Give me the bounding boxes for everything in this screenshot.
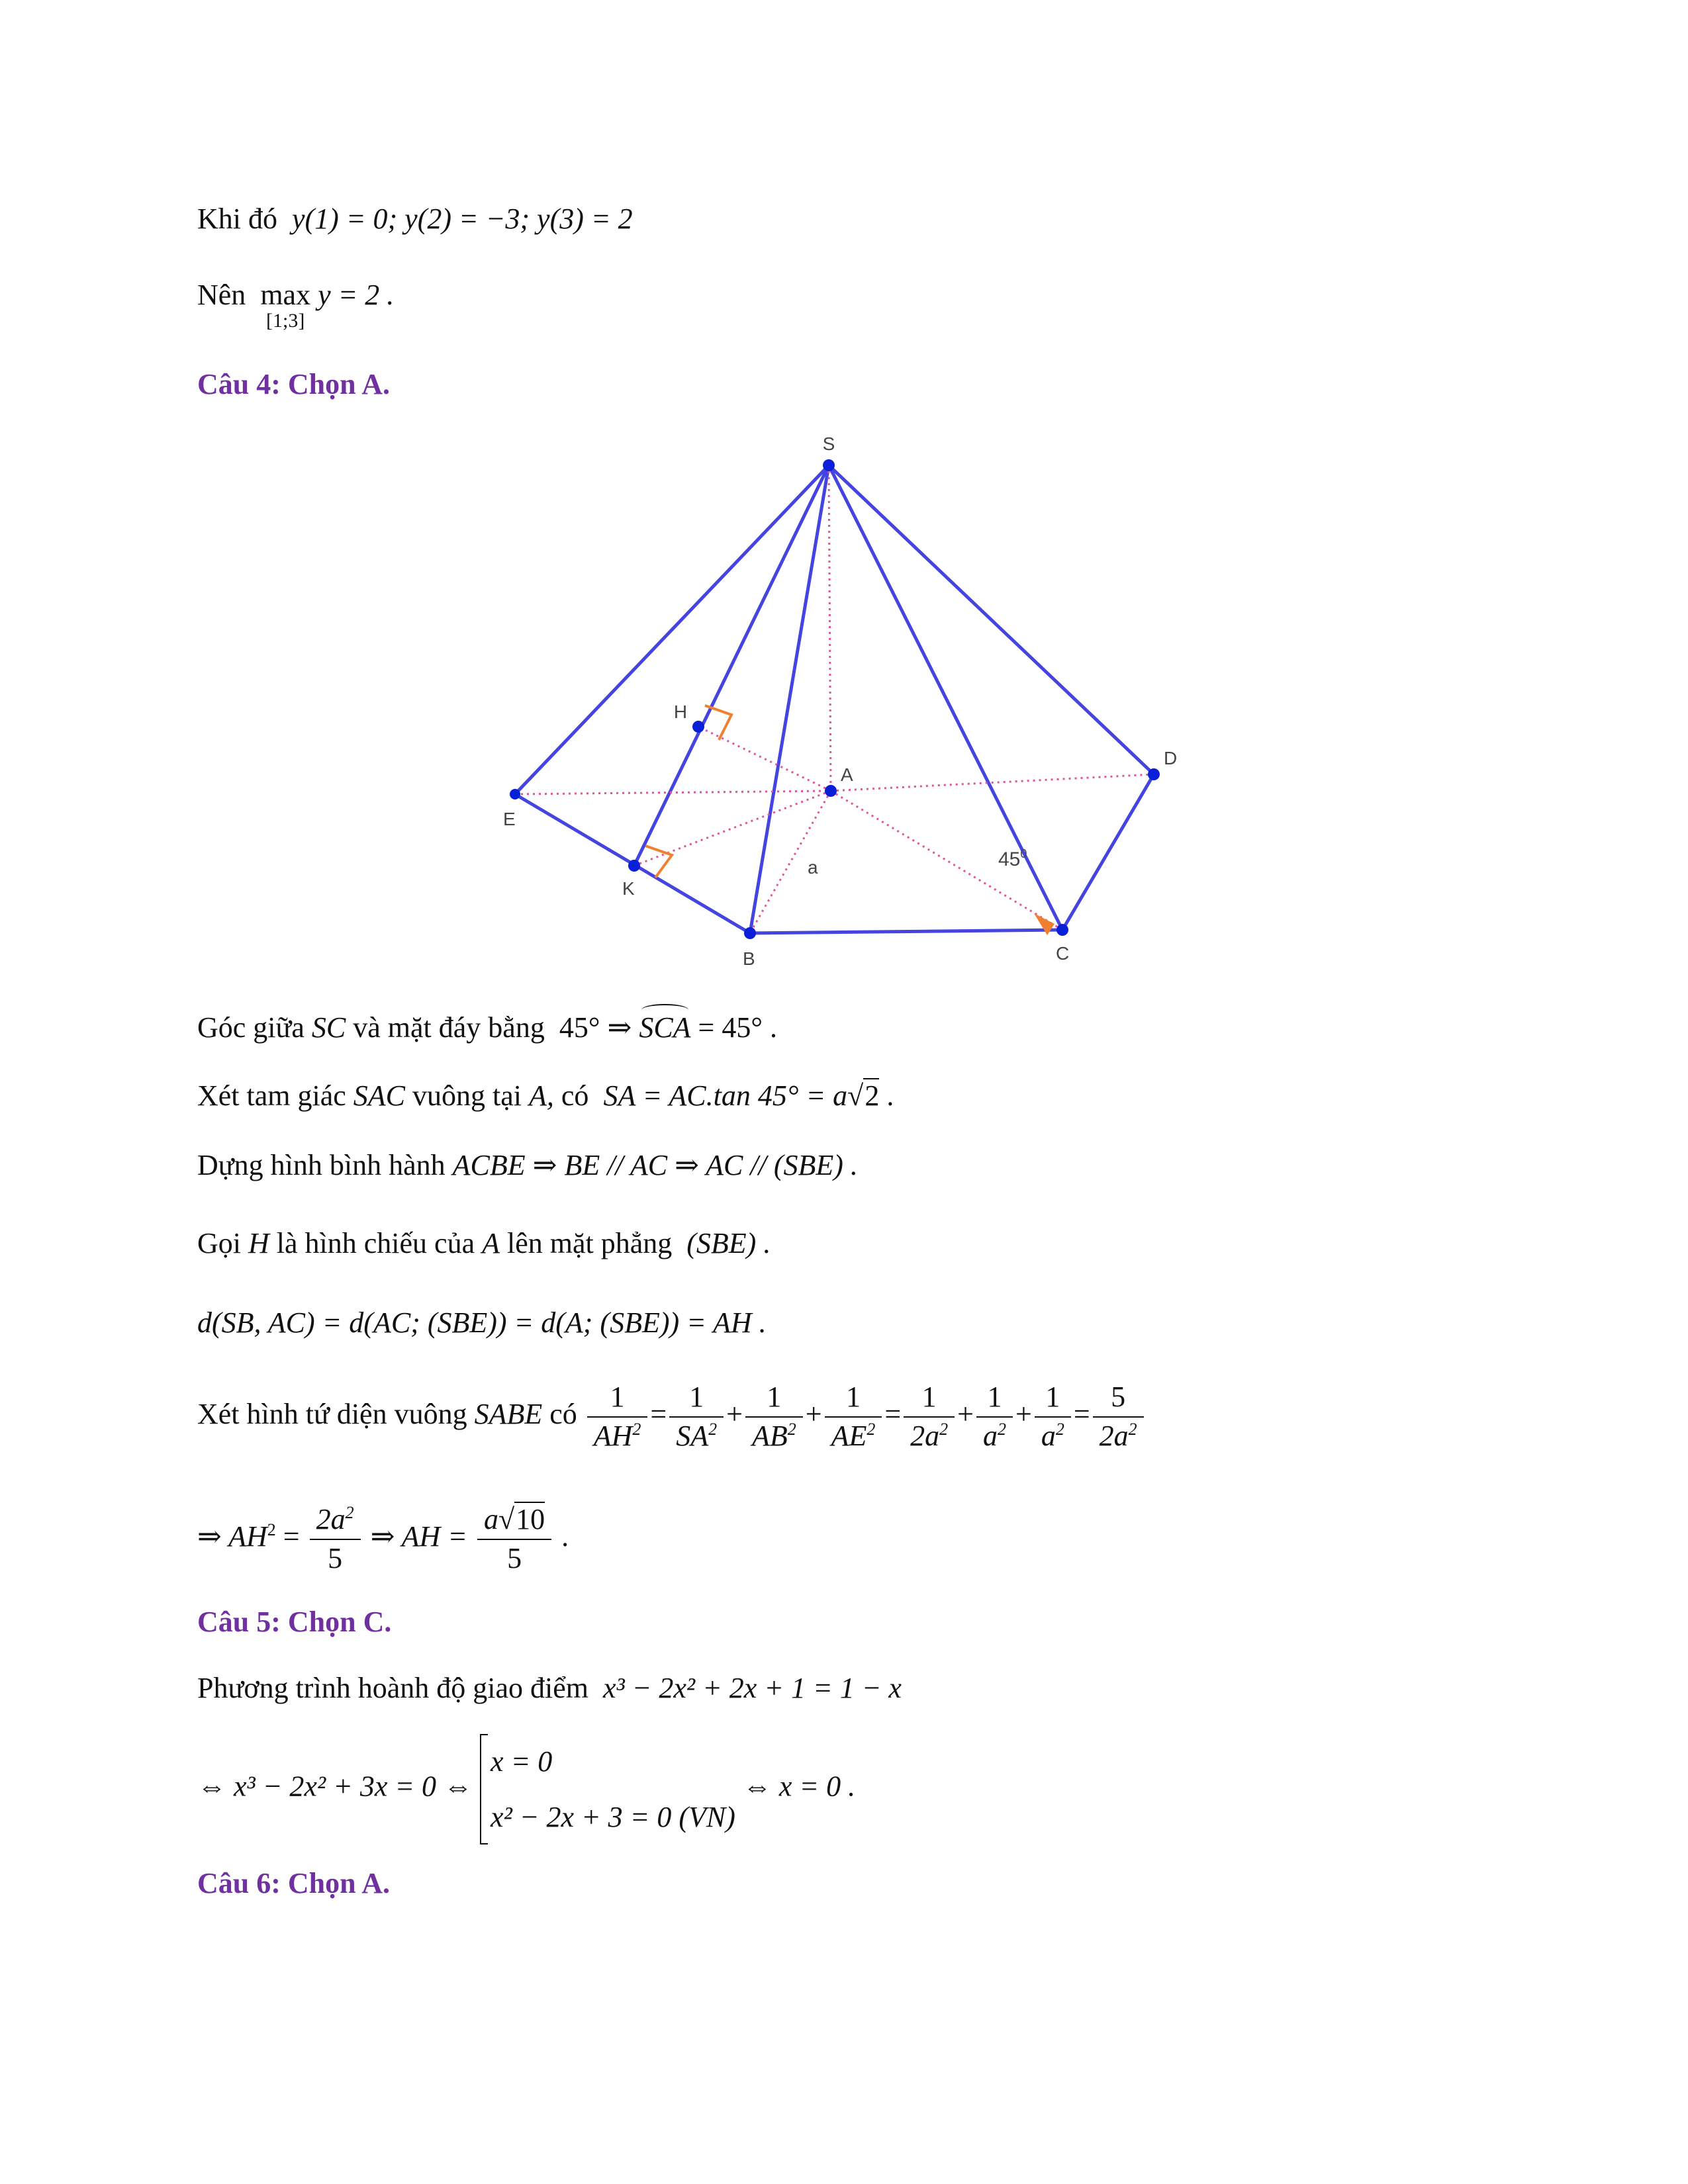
frac-num-a: a — [483, 1503, 498, 1535]
fraction-1-ab2 — [745, 1380, 803, 1454]
line-nen-prefix: Nên — [197, 279, 246, 311]
line-tu-dien: Xét hình tứ diện vuông SABE có $\frac{1}{AH^2}$ = $\frac{1}{SA^2}$ + $\frac{1}{AB^2}$ + $\frac{1}{AE^2}$ = $\frac{1}{2a^2}$ + $\frac{1}{a^2}$ + $\frac{1}{a^2}$ = $\frac{5}{2a^2}$ — [197, 1380, 1147, 1454]
frac-num: 1 — [1035, 1380, 1071, 1418]
solution-row-1: x = 0 — [491, 1745, 553, 1778]
math-ah-exp: 2 — [267, 1520, 276, 1539]
heading-cau-5: Câu 5: Chọn C. — [197, 1606, 392, 1638]
point-K — [628, 860, 640, 872]
math-implies-ah-eq: ⇒ AH = — [370, 1520, 467, 1553]
fraction-1-2a2 — [904, 1380, 955, 1454]
text-co-2: có — [549, 1397, 577, 1430]
point-A — [825, 785, 837, 797]
math-equation: x³ − 2x² + 2x + 1 = 1 − x — [602, 1672, 902, 1704]
text-va-mat-day: và mặt đáy bằng — [353, 1011, 545, 1044]
math-implies-ah: ⇒ AH — [197, 1520, 267, 1553]
math-acbe: ACBE ⇒ BE // AC ⇒ AC // (SBE) . — [452, 1149, 858, 1181]
label-S: S — [822, 433, 835, 454]
dotted-SA — [829, 465, 831, 791]
edge-BC — [750, 930, 1062, 933]
sqrt-sign: √ — [847, 1079, 864, 1112]
text-goi: Gọi — [197, 1227, 241, 1259]
frac-num: 1 — [669, 1380, 724, 1418]
frac-den-exp: 2 — [787, 1419, 796, 1439]
frac-num: 1 — [904, 1380, 955, 1418]
frac-den — [904, 1418, 955, 1454]
math-sbe: (SBE) . — [686, 1227, 771, 1259]
line-khi-do — [197, 202, 633, 237]
point-C — [1056, 924, 1068, 936]
frac-num: 1 — [587, 1380, 648, 1418]
dotted-lines — [515, 465, 1154, 933]
math-distance: d(SB, AC) = d(AC; (SBE)) = d(A; (SBE)) = AH . — [197, 1306, 767, 1339]
label-A: A — [841, 764, 853, 785]
text-goc-giua: Góc giữa — [197, 1011, 305, 1044]
line-solution — [197, 1734, 855, 1844]
frac-den-base: 2a — [1099, 1419, 1129, 1452]
frac-num-root: 10 — [516, 1503, 545, 1535]
math-sabe: SABE — [474, 1397, 543, 1430]
heading-cau-4: Câu 4: Chọn A. — [197, 368, 390, 400]
frac-den: 5 — [328, 1541, 343, 1574]
frac-num-base: 2a — [316, 1503, 346, 1535]
math-45-implies: 45° ⇒ — [559, 1011, 632, 1044]
frac-den-base: AE — [831, 1419, 867, 1452]
point-H — [692, 721, 704, 733]
frac-den-base: a — [982, 1419, 998, 1452]
text-la-hinh-chieu: là hình chiếu của — [276, 1227, 475, 1259]
math-eq-45: = 45° . — [698, 1011, 777, 1044]
max-operator — [260, 278, 310, 333]
period: . — [886, 1079, 894, 1112]
frac-den-exp: 2 — [632, 1419, 641, 1439]
text-phuong-trinh: Phương trình hoành độ giao điểm — [197, 1672, 588, 1704]
frac-den — [976, 1418, 1013, 1454]
math-sa-eq: SA = AC.tan 45° = a — [603, 1079, 848, 1112]
math-sqrt-2: 2 — [865, 1079, 880, 1112]
frac-den-base: a — [1041, 1419, 1056, 1452]
frac-den-exp: 2 — [997, 1419, 1006, 1439]
math-a: A — [482, 1227, 500, 1259]
label-angle-degree: 0 — [1020, 847, 1027, 860]
edge-SK — [634, 465, 829, 866]
frac-den-base: 2a — [910, 1419, 940, 1452]
math-h: H — [248, 1227, 269, 1259]
point-B — [744, 927, 756, 939]
frac-den — [587, 1418, 648, 1454]
frac-num: 5 — [1093, 1380, 1144, 1418]
label-H: H — [673, 702, 688, 722]
frac-den — [825, 1418, 882, 1454]
point-D — [1148, 768, 1160, 780]
line-khi-do-math: y(1) = 0; y(2) = −3; y(3) = 2 — [292, 203, 633, 235]
text-vuong-tai: vuông tại — [412, 1079, 522, 1112]
angle-mark-C — [1034, 913, 1055, 935]
pyramid-figure — [463, 424, 1225, 973]
math-equiv-1: ⇔ x³ − 2x² + 3x = 0 ⇔ — [197, 1770, 473, 1803]
line-goi-h — [197, 1226, 771, 1261]
dotted-EA — [515, 791, 831, 794]
math-angle-sca: SCA — [639, 1011, 690, 1046]
line-nen-max — [197, 278, 394, 333]
frac-den-exp: 2 — [708, 1419, 718, 1439]
text-xet-hinh-tu-dien: Xét hình tứ diện vuông — [197, 1397, 467, 1430]
fraction-5-2a2 — [1093, 1380, 1144, 1454]
frac-den — [745, 1418, 803, 1454]
max-interval: [1;3] — [266, 309, 305, 332]
solution-bracket — [480, 1734, 735, 1844]
frac-den-base: AB — [751, 1419, 788, 1452]
edge-SD — [829, 465, 1154, 774]
line-khi-do-prefix: Khi đó — [197, 203, 277, 235]
max-word: max — [260, 279, 311, 311]
math-sac: SAC — [353, 1079, 406, 1112]
fraction-2a2-5 — [310, 1502, 361, 1576]
edge-SC — [829, 465, 1062, 930]
frac-den-exp: 2 — [1128, 1419, 1137, 1439]
frac-den-exp: 2 — [939, 1419, 949, 1439]
line-dung-hinh — [197, 1148, 858, 1183]
line-distance — [197, 1306, 767, 1341]
math-a-point: A, — [529, 1079, 554, 1112]
frac-den-base: SA — [676, 1419, 709, 1452]
frac-den — [1035, 1418, 1071, 1454]
frac-den-base: AH — [593, 1419, 633, 1452]
math-eq: = — [283, 1520, 300, 1553]
line-goc-giua — [197, 1011, 777, 1046]
fraction-1-ah2 — [587, 1380, 648, 1454]
line-phuong-trinh — [197, 1671, 902, 1706]
point-E — [510, 789, 520, 799]
line-xet-tam-giac — [197, 1079, 894, 1114]
frac-den-exp: 2 — [1055, 1419, 1064, 1439]
frac-den: 5 — [507, 1541, 522, 1574]
frac-den — [1093, 1418, 1144, 1454]
text-co: có — [561, 1079, 589, 1112]
text-dung-hinh: Dựng hình bình hành — [197, 1149, 445, 1181]
label-a: a — [808, 857, 818, 878]
math-sc: SC — [311, 1011, 346, 1044]
fraction-1-sa2 — [669, 1380, 724, 1454]
label-K: K — [622, 878, 635, 899]
frac-num: a√10 — [477, 1502, 551, 1540]
fraction-1-ae2 — [825, 1380, 882, 1454]
text-len-mat-phang: lên mặt phẳng — [507, 1227, 673, 1259]
label-D: D — [1164, 748, 1178, 768]
point-S — [823, 459, 835, 471]
label-C: C — [1056, 943, 1070, 964]
label-angle-value: 45 — [998, 848, 1021, 870]
line-ah-result — [197, 1502, 569, 1576]
label-angle-45 — [998, 847, 1027, 870]
edge-CD — [1062, 774, 1154, 930]
dotted-AH — [698, 727, 831, 791]
label-B: B — [743, 948, 755, 969]
frac-num-exp: 2 — [345, 1503, 354, 1522]
line-nen-rest: y = 2 . — [318, 279, 395, 311]
frac-den — [669, 1418, 724, 1454]
label-E: E — [503, 809, 516, 829]
fraction-a-sqrt10-5 — [477, 1502, 551, 1576]
frac-num: 1 — [976, 1380, 1013, 1418]
fraction-1-a2-first — [976, 1380, 1013, 1454]
math-equiv-2: ⇔ x = 0 . — [742, 1770, 856, 1803]
solution-row-2: x² − 2x + 3 = 0 (VN) — [491, 1800, 735, 1833]
fraction-1-a2-second — [1035, 1380, 1071, 1454]
heading-cau-6: Câu 6: Chọn A. — [197, 1867, 390, 1899]
period: . — [561, 1520, 569, 1553]
frac-den-exp: 2 — [867, 1419, 876, 1439]
solid-edges — [515, 465, 1154, 933]
frac-num: 1 — [745, 1380, 803, 1418]
frac-num — [310, 1502, 361, 1540]
frac-num: 1 — [825, 1380, 882, 1418]
text-xet-tam-giac: Xét tam giác — [197, 1079, 346, 1112]
